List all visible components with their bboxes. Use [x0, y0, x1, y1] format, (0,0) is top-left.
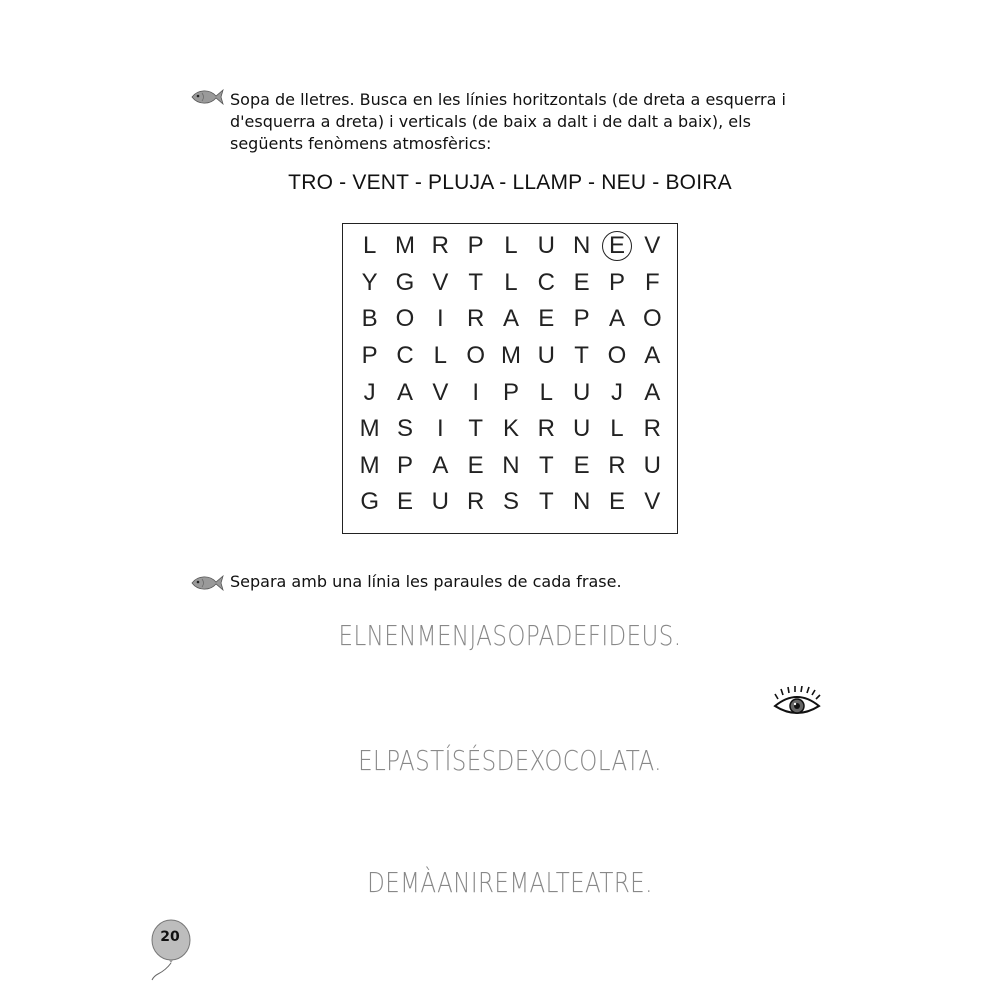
grid-letter: P [608, 268, 625, 296]
grid-letter: U [572, 378, 591, 406]
grid-letter: M [359, 415, 380, 443]
grid-letter: P [361, 342, 378, 370]
grid-letter: A [432, 451, 449, 479]
grid-letter: M [394, 232, 415, 260]
fish-icon [190, 88, 224, 106]
grid-letter: V [644, 232, 661, 260]
grid-letter: P [467, 232, 484, 260]
exercise2-instruction: Separa amb una línia les paraules de cada frase. [230, 572, 622, 591]
fish-icon [190, 574, 224, 592]
grid-letter: E [599, 232, 634, 260]
grid-letter: T [468, 268, 483, 296]
grid-letter: R [431, 232, 449, 260]
grid-letter: C [537, 268, 555, 296]
sentence-2: ELPASTÍSÉSDEXOCOLATA. [358, 744, 662, 777]
grid-row [352, 228, 670, 265]
grid-letter: A [502, 305, 519, 333]
grid-letter: O [607, 342, 627, 370]
grid-row [352, 484, 670, 521]
grid-letter: L [539, 378, 553, 406]
grid-row [352, 448, 670, 485]
grid-letter: N [572, 488, 591, 516]
grid-letter: B [361, 305, 378, 333]
grid-letter: E [573, 268, 590, 296]
grid-letter: V [432, 268, 449, 296]
grid-row [352, 338, 670, 375]
grid-letter: I [436, 305, 444, 333]
grid-letter: Y [361, 268, 378, 296]
grid-letter: O [642, 305, 662, 333]
grid-letter: M [500, 342, 521, 370]
grid-row [352, 265, 670, 302]
grid-letter: L [610, 415, 624, 443]
grid-row [352, 301, 670, 338]
grid-letter: P [396, 451, 413, 479]
grid-letter: F [644, 268, 660, 296]
grid-letter: U [537, 232, 555, 260]
word-search-grid [352, 228, 670, 521]
grid-letter: I [436, 415, 444, 443]
grid-letter: L [362, 232, 377, 260]
grid-letter: T [468, 415, 483, 443]
eye-icon [772, 686, 822, 720]
grid-letter: A [396, 378, 413, 406]
grid-letter: E [608, 488, 625, 516]
grid-letter: R [643, 415, 661, 443]
grid-letter: I [472, 378, 479, 406]
grid-letter: E [467, 451, 484, 479]
grid-letter: G [360, 488, 379, 516]
grid-letter: C [396, 342, 414, 370]
grid-letter: R [537, 415, 555, 443]
grid-letter: M [359, 451, 380, 479]
grid-letter: N [502, 451, 520, 479]
grid-row [352, 411, 670, 448]
grid-letter: U [572, 415, 591, 443]
grid-letter: S [502, 488, 519, 516]
balloon-icon [148, 918, 194, 982]
grid-letter: L [433, 342, 447, 370]
grid-letter: O [395, 305, 415, 333]
grid-letter: U [431, 488, 449, 516]
grid-letter: T [538, 451, 554, 479]
sentence-3: DEMÀANIREMALTEATRE. [367, 866, 653, 899]
page-number: 20 [160, 929, 180, 945]
grid-letter: E [573, 451, 590, 479]
exercise1-instruction: Sopa de lletres. Busca en les línies horitzontals (de dreta a esquerra i d'esquerra a dreta) i verticals (de baix a dalt i de dalt a baix), els següents fenòmens atmosfèrics: [230, 90, 786, 153]
grid-letter: R [608, 451, 626, 479]
grid-letter: T [538, 488, 554, 516]
grid-row [352, 374, 670, 411]
grid-letter: S [396, 415, 413, 443]
grid-letter: L [504, 232, 518, 260]
grid-letter: V [432, 378, 449, 406]
grid-letter: A [644, 378, 661, 406]
grid-letter: O [466, 342, 485, 370]
grid-letter: G [395, 268, 415, 296]
grid-letter: K [502, 415, 519, 443]
grid-letter: L [504, 268, 518, 296]
grid-letter: P [573, 305, 590, 333]
grid-letter: E [396, 488, 413, 516]
grid-letter: E [538, 305, 555, 333]
sentence-1: ELNENMENJASOPADEFIDEUS. [338, 619, 682, 652]
grid-letter: J [363, 378, 376, 406]
grid-letter: V [644, 488, 661, 516]
grid-letter: N [572, 232, 591, 260]
grid-letter: A [608, 305, 625, 333]
word-list: TRO - VENT - PLUJA - LLAMP - NEU - BOIRA [288, 171, 732, 194]
grid-letter: U [537, 342, 555, 370]
grid-letter: R [466, 488, 485, 516]
grid-letter: A [644, 342, 661, 370]
grid-letter: U [643, 451, 661, 479]
grid-letter: P [502, 378, 519, 406]
grid-letter: R [466, 305, 485, 333]
grid-letter: J [610, 378, 623, 406]
grid-letter: T [574, 342, 589, 370]
